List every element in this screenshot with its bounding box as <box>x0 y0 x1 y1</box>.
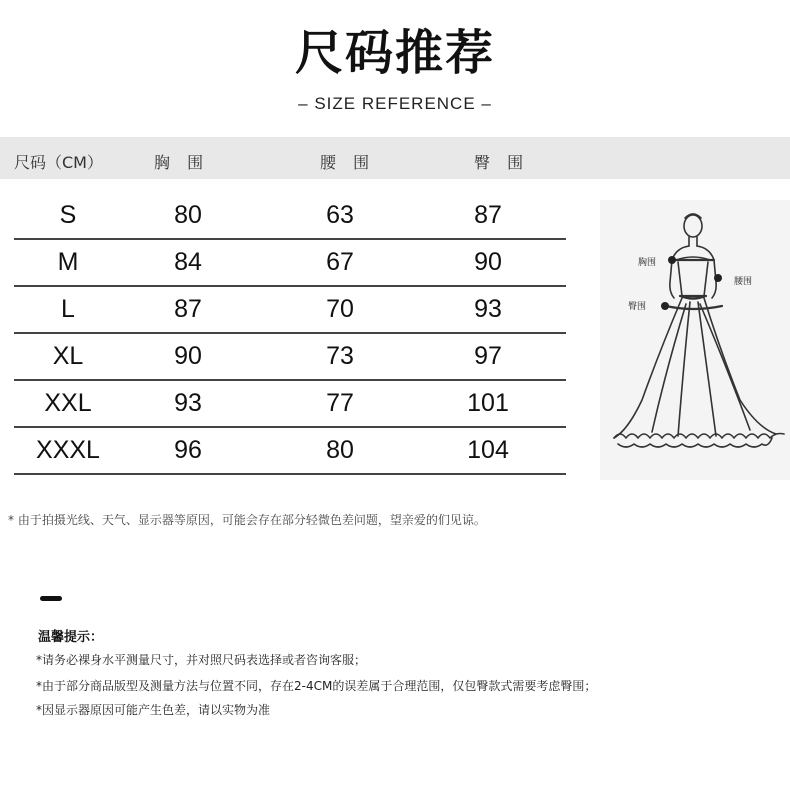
waist-cell: 80 <box>326 436 354 464</box>
waist-cell: 63 <box>326 201 354 229</box>
dash-icon <box>40 596 62 601</box>
table-row <box>14 287 566 334</box>
hip-cell: 93 <box>474 295 502 323</box>
hip-label: 臀围 <box>628 302 647 312</box>
table-row <box>14 193 566 240</box>
page-subtitle: – SIZE REFERENCE – <box>298 94 492 113</box>
gown-sketch-icon <box>600 200 790 480</box>
waist-label: 腰围 <box>734 277 753 287</box>
waist-cell: 73 <box>326 342 354 370</box>
column-header-bust: 胸 围 <box>154 153 210 172</box>
page-title: 尺码推荐 <box>294 25 495 81</box>
size-cell: XXL <box>44 389 92 417</box>
table-row <box>14 334 566 381</box>
hip-cell: 97 <box>474 342 502 370</box>
hip-cell: 90 <box>474 248 502 276</box>
hip-cell: 104 <box>467 436 509 464</box>
tips-title: 温馨提示： <box>38 630 104 645</box>
tip-item: *请务必裸身水平测量尺寸，并对照尺码表选择或者咨询客服； <box>36 653 367 667</box>
table-row <box>14 428 566 475</box>
color-disclaimer: * 由于拍摄光线、天气、显示器等原因，可能会存在部分轻微色差问题，望亲爱的们见谅。 <box>8 513 486 527</box>
size-cell: XL <box>52 342 84 370</box>
column-header-size: 尺码（CM） <box>14 153 103 172</box>
bust-cell: 90 <box>174 342 202 370</box>
hip-cell: 101 <box>467 389 509 417</box>
table-row <box>14 240 566 287</box>
column-header-hip: 臀 围 <box>474 153 530 172</box>
tip-item: *由于部分商品版型及测量方法与位置不同，存在2-4CM的误差属于合理范围，仅包臀款式需要考虑臀围； <box>36 679 597 693</box>
bust-cell: 80 <box>174 201 202 229</box>
size-cell: XXXL <box>36 436 100 464</box>
measurement-figure <box>600 200 790 480</box>
size-cell: L <box>61 295 75 323</box>
bust-cell: 84 <box>174 248 202 276</box>
bust-cell: 87 <box>174 295 202 323</box>
bust-cell: 96 <box>174 436 202 464</box>
waist-cell: 77 <box>326 389 354 417</box>
size-cell: S <box>59 201 77 229</box>
table-row <box>14 381 566 428</box>
column-header-waist: 腰 围 <box>320 153 376 172</box>
size-cell: M <box>57 248 79 276</box>
hip-cell: 87 <box>474 201 502 229</box>
waist-cell: 67 <box>326 248 354 276</box>
tip-item: *因显示器原因可能产生色差，请以实物为准 <box>36 703 271 717</box>
size-table <box>14 193 566 475</box>
waist-cell: 70 <box>326 295 354 323</box>
bust-label: 胸围 <box>638 258 657 268</box>
table-header-band <box>0 137 790 179</box>
bust-cell: 93 <box>174 389 202 417</box>
